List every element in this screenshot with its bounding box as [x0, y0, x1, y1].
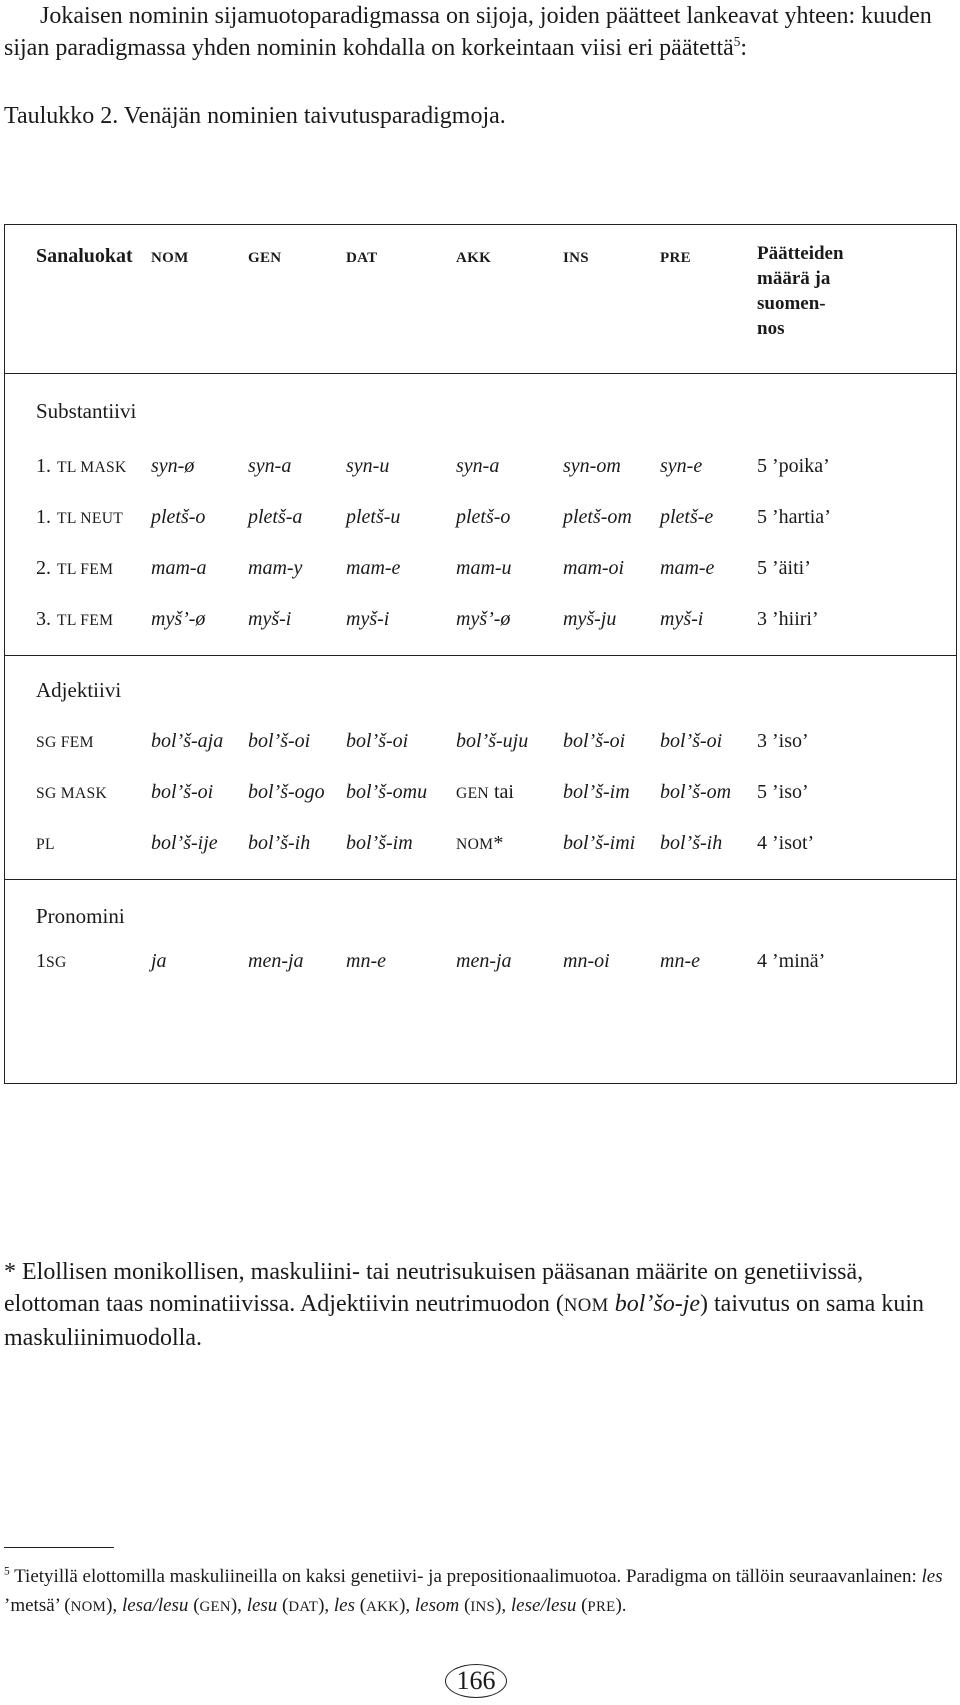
form-cell: syn-a — [456, 455, 500, 477]
row-label — [36, 606, 113, 634]
form-cell: mam-e — [660, 557, 715, 579]
endings-count-cell — [757, 555, 811, 581]
row-label — [36, 728, 94, 756]
form-cell: mam-e — [346, 557, 401, 579]
row-class-label: TL FEM — [57, 561, 114, 578]
endings-count-cell — [757, 830, 814, 856]
finnish-gloss: ’äiti’ — [772, 557, 811, 579]
form-cell: myš-i — [346, 608, 390, 630]
form-cell: myš-ju — [563, 608, 617, 630]
form-cell: bol’š-omu — [346, 781, 428, 803]
form-cell: bol’š-oi — [563, 730, 626, 752]
row-number: 1 — [36, 950, 46, 972]
section-divider — [5, 373, 956, 374]
row-class-label: SG MASK — [36, 785, 108, 802]
footnote-text: ), — [318, 1595, 334, 1616]
form-cell: pletš-o — [151, 506, 206, 528]
footnote-case-tag: DAT — [288, 1599, 319, 1615]
form-cell: bol’š-ih — [248, 832, 311, 854]
finnish-gloss: ’iso’ — [772, 781, 809, 803]
case-note: * — [493, 832, 504, 854]
row-class-label: TL NEUT — [57, 510, 124, 527]
row-number: 1. — [36, 455, 51, 477]
endings-count-cell — [757, 948, 825, 974]
row-label — [36, 504, 123, 532]
row-label — [36, 453, 127, 481]
page-number: 166 — [445, 1664, 507, 1698]
footnote-divider — [4, 1547, 114, 1548]
form-cell: bol’š-om — [660, 781, 732, 803]
footnote-case-tag: NOM — [70, 1599, 107, 1615]
footnote-form: les — [921, 1566, 943, 1587]
row-class-label: SG FEM — [36, 734, 94, 751]
form-cell — [456, 779, 514, 807]
finnish-gloss: ’minä’ — [772, 950, 826, 972]
form-cell: bol’š-im — [346, 832, 413, 854]
footnote-text: ( — [355, 1595, 367, 1616]
header-endings-line: nos — [757, 318, 785, 339]
form-cell: syn-a — [248, 455, 292, 477]
form-cell: mam-oi — [563, 557, 625, 579]
endings-count-cell — [757, 606, 819, 632]
endings-count-cell — [757, 504, 831, 530]
form-cell — [456, 830, 503, 858]
footnote-text: ), — [399, 1595, 415, 1616]
section-title: Substantiivi — [36, 399, 137, 423]
form-cell: ja — [151, 950, 167, 972]
form-cell: men-ja — [456, 950, 512, 972]
table-caption: Taulukko 2. Venäjän nominien taivutusparadigmoja. — [4, 103, 506, 129]
endings-count: 5 — [757, 781, 767, 803]
footnote-form: lesa/lesu — [121, 1595, 189, 1616]
footnote: $^5$ Tietyillä elottomilla maskuliineilla on kaksi genetiivi- ja prepositionaalimuotoa. Paradigma on tällöin seuraavanlainen: les ’metsä’ (NOM), lesa/lesu (GEN), lesu (DAT), les (AKK), lesom (INS), lese/lesu (PRE). — [4, 1565, 943, 1616]
form-cell: bol’š-imi — [563, 832, 636, 854]
paradigm-table — [4, 224, 957, 1084]
row-label — [36, 555, 113, 583]
form-cell: bol’š-oi — [151, 781, 214, 803]
footnote-text: ). — [615, 1595, 627, 1616]
header-case-pre: PRE — [660, 250, 691, 266]
form-cell: bol’š-aja — [151, 730, 224, 752]
footnote-case-tag: PRE — [587, 1599, 616, 1615]
row-class-label: TL FEM — [57, 612, 114, 629]
endings-count: 4 — [757, 950, 767, 972]
form-cell: myš-i — [248, 608, 292, 630]
endings-count-cell — [757, 779, 809, 805]
form-cell: pletš-o — [456, 506, 511, 528]
form-cell: men-ja — [248, 950, 304, 972]
form-cell: mam-y — [248, 557, 303, 579]
form-cell: myš-i — [660, 608, 704, 630]
row-class-label: PL — [36, 836, 55, 853]
table-note: * Elollisen monikollisen, maskuliini- tai neutrisukuisen pääsanan määrite on genetiivissä, elottoman taas nominatiivissa. Adjektiivin neutrimuodon (NOM bol’šo-je) taivutus on sama kuin maskuliinimuodolla. — [4, 1259, 924, 1351]
row-number: 2. — [36, 557, 51, 579]
form-cell: syn-u — [346, 455, 390, 477]
finnish-gloss: ’hiiri’ — [772, 608, 819, 630]
footnote-form: lesom — [414, 1595, 460, 1616]
footnote-text: ), — [230, 1595, 247, 1616]
form-cell: myš’-ø — [456, 608, 511, 630]
form-cell: bol’š-ogo — [248, 781, 325, 803]
form-cell: syn-om — [563, 455, 621, 477]
footnote-case-tag: AKK — [366, 1599, 400, 1615]
form-cell: mn-e — [660, 950, 700, 972]
row-number: 1. — [36, 506, 51, 528]
finnish-gloss: ’iso’ — [772, 730, 809, 752]
footnote-text: ( — [459, 1595, 471, 1616]
endings-count: 4 — [757, 832, 767, 854]
form-cell: mn-e — [346, 950, 386, 972]
row-label — [36, 779, 107, 807]
footnote-case-tag: GEN — [199, 1599, 231, 1615]
footnote-form: les — [333, 1595, 356, 1616]
footnote-ref[interactable]: 5 — [733, 34, 741, 49]
form-cell: bol’š-oi — [660, 730, 723, 752]
finnish-gloss: ’poika’ — [772, 455, 830, 477]
row-label — [36, 830, 55, 858]
form-cell: pletš-u — [346, 506, 401, 528]
row-number: 3. — [36, 608, 51, 630]
finnish-gloss: ’hartia’ — [772, 506, 831, 528]
endings-count: 5 — [757, 506, 767, 528]
header-case-ins: INS — [563, 250, 589, 266]
footnote-text: ( — [576, 1595, 588, 1616]
row-label — [36, 948, 67, 976]
endings-count: 3 — [757, 608, 767, 630]
endings-count-cell — [757, 453, 830, 479]
form-cell: myš’-ø — [151, 608, 206, 630]
form-cell: pletš-a — [248, 506, 303, 528]
footnote-text: ( — [188, 1595, 200, 1616]
footnote-form: lese/lesu — [510, 1595, 577, 1616]
form-cell: pletš-om — [563, 506, 632, 528]
intro-paragraph: Jokaisen nominin sijamuotoparadigmassa on sijoja, joiden päätteet lankeavat yhteen: kuuden sijan paradigmassa yhden nominin kohdalla on korkeintaan viisi eri päätettä$^5$: — [4, 3, 932, 61]
header-sanaluokat: Sanaluokat — [36, 245, 133, 267]
case-tag: GEN — [456, 785, 489, 802]
section-divider — [5, 655, 956, 656]
footnote-form: lesu — [246, 1595, 278, 1616]
form-cell: bol’š-im — [563, 781, 630, 803]
header-case-dat: DAT — [346, 250, 378, 266]
form-cell: mam-u — [456, 557, 512, 579]
form-cell: syn-ø — [151, 455, 195, 477]
header-endings-line: määrä ja — [757, 268, 831, 289]
endings-count: 3 — [757, 730, 767, 752]
section-title: Pronomini — [36, 904, 125, 928]
form-cell: mam-a — [151, 557, 207, 579]
case-tag: NOM — [456, 836, 494, 853]
form-cell: bol’š-oi — [346, 730, 409, 752]
endings-count: 5 — [757, 455, 767, 477]
footnote-text: ), — [495, 1595, 511, 1616]
form-cell: pletš-e — [660, 506, 714, 528]
header-case-akk: AKK — [456, 250, 492, 266]
footnote-text: ), — [106, 1595, 122, 1616]
form-cell: syn-e — [660, 455, 703, 477]
finnish-gloss: ’isot’ — [772, 832, 815, 854]
form-cell: bol’š-uju — [456, 730, 529, 752]
row-class-label: SG — [46, 954, 67, 971]
section-title: Adjektiivi — [36, 678, 122, 702]
form-cell: mn-oi — [563, 950, 610, 972]
endings-count: 5 — [757, 557, 767, 579]
row-class-label: TL MASK — [57, 459, 127, 476]
header-case-gen: GEN — [248, 250, 282, 266]
endings-count-cell — [757, 728, 809, 754]
footnote-text: ( — [277, 1595, 289, 1616]
header-endings-line: Päätteiden — [757, 243, 844, 264]
section-divider — [5, 879, 956, 880]
header-endings-line: suomen- — [757, 293, 826, 314]
header-case-nom: NOM — [151, 250, 189, 266]
footnote-case-tag: INS — [470, 1599, 496, 1615]
footnote-text: ’metsä’ ( — [4, 1595, 71, 1616]
form-cell: bol’š-ih — [660, 832, 723, 854]
header-endings-count — [757, 241, 844, 341]
form-cell: bol’š-ije — [151, 832, 218, 854]
form-cell: bol’š-oi — [248, 730, 311, 752]
case-note: tai — [488, 781, 514, 803]
